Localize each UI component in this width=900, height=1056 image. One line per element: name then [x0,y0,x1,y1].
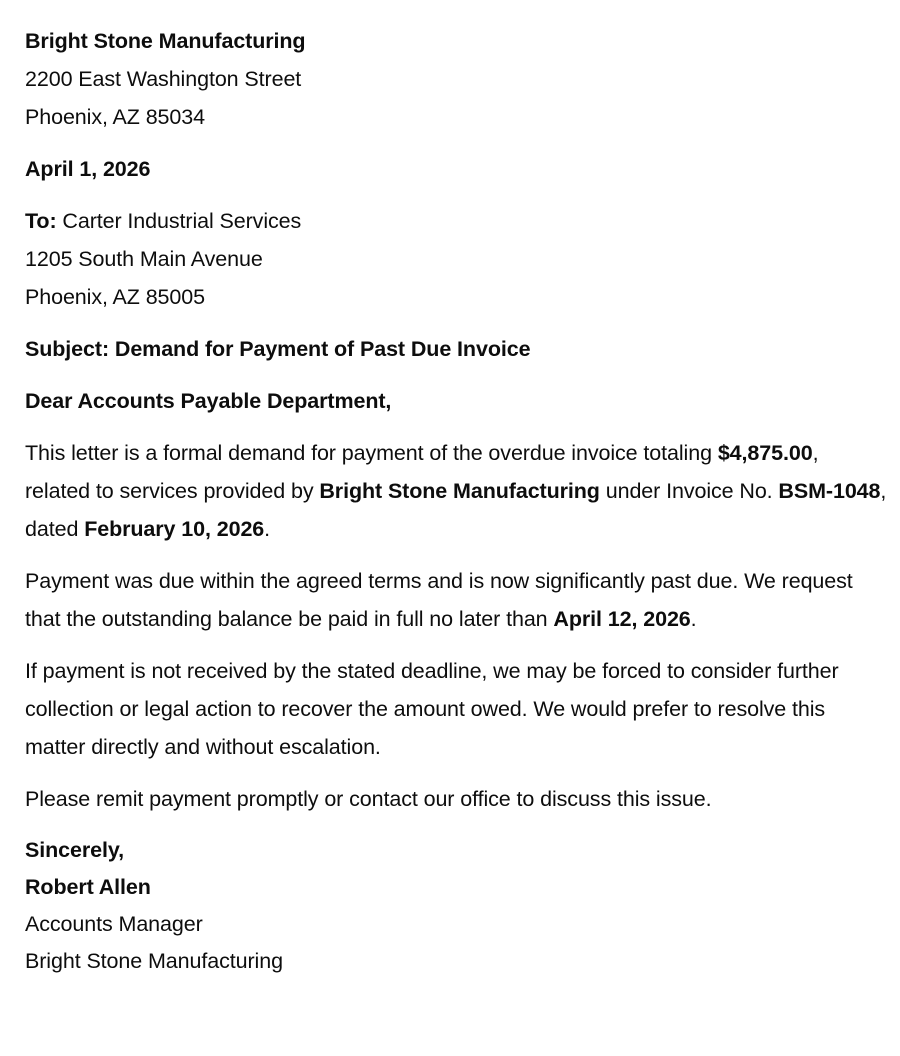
signer-name: Robert Allen [25,875,151,899]
salutation: Dear Accounts Payable Department, [25,389,392,413]
recipient-company: Carter Industrial Services [56,209,302,233]
signer-company: Bright Stone Manufacturing [25,949,283,973]
valediction: Sincerely, [25,838,124,862]
p1-part5: . [264,517,271,541]
p1-invoice-number: BSM-1048 [778,479,881,503]
body-paragraph-3 [25,652,888,766]
subject-line: Subject: Demand for Payment of Past Due Invoice [25,337,531,361]
salutation-block [25,382,888,420]
paragraph-2-text [25,562,888,638]
recipient-street: 1205 South Main Avenue [25,247,263,271]
p2-part2: . [690,607,697,631]
p1-part3: under Invoice No. [599,479,779,503]
recipient-to-label: To: [25,209,57,233]
p1-invoice-date: February 10, 2026 [84,517,265,541]
signer-title: Accounts Manager [25,912,203,936]
body-paragraph-1 [25,434,888,548]
sender-street: 2200 East Washington Street [25,67,302,91]
p1-company: Bright Stone Manufacturing [319,479,600,503]
letter-date-block [25,150,888,188]
subject-block [25,330,888,368]
p2-deadline-date: April 12, 2026 [553,607,691,631]
p1-amount: $4,875.00 [717,441,813,465]
letter-date: April 1, 2026 [25,157,151,181]
paragraph-4-text: Please remit payment promptly or contact our office to discuss this issue. [25,787,712,811]
body-paragraph-2 [25,562,888,638]
body-paragraph-4 [25,780,888,818]
p1-part2: , related to services provided by [25,441,819,503]
recipient-line [25,202,888,240]
recipient-address-block [25,202,888,316]
paragraph-3-text: If payment is not received by the stated deadline, we may be forced to consider further collection or legal action to recover the amount owed. We would prefer to resolve this matter directly and without escalation. [25,659,839,759]
paragraph-1-text [25,434,888,548]
sender-address-block [25,22,888,136]
sender-company: Bright Stone Manufacturing [25,29,306,53]
p1-part4: , dated [25,479,887,541]
closing-block [25,832,888,980]
sender-city-state-zip: Phoenix, AZ 85034 [25,105,205,129]
recipient-city-state-zip: Phoenix, AZ 85005 [25,285,205,309]
p2-part1: Payment was due within the agreed terms and is now significantly past due. We request that the outstanding balance be paid in full no later than [25,569,853,631]
p1-part1: This letter is a formal demand for payment of the overdue invoice totaling [25,441,718,465]
